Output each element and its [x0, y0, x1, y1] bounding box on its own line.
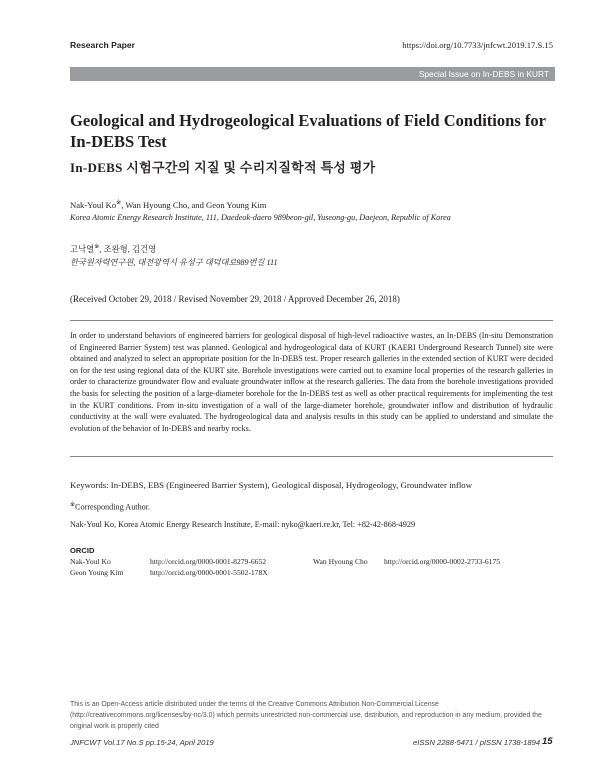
authors-english: [70, 199, 266, 210]
orcid-name: Geon Young Kim: [70, 568, 124, 577]
journal-citation: JNFCWT Vol.17 No.S pp.15-24, April 2019: [70, 738, 214, 747]
corresponding-mark: ※: [116, 200, 122, 206]
doi-link[interactable]: https://doi.org/10.7733/jnfcwt.2019.17.S.15: [402, 40, 553, 50]
article-type-label: Research Paper: [70, 40, 135, 50]
corresponding-mark-ko: ※: [94, 244, 100, 251]
orcid-link[interactable]: http://orcid.org/0000-0001-5502-178X: [150, 568, 268, 577]
corresponding-label-text: Corresponding Author.: [75, 502, 151, 512]
special-issue-banner: Special Issue on In-DEBS in KURT: [70, 67, 555, 81]
license-notice: This is an Open-Access article distributed under the terms of the Creative Commons Attribution Non-Commercial License (http://creativecommons.org/licenses/by-nc/3.0) which permits unrestricted non-commercial use, distribution, and reproduction in any medium, provided the original work is properly cited: [70, 701, 542, 730]
affiliation-english: Korea Atomic Energy Research Institute, 111, Daedeok-daero 989beon-gil, Yuseong-gu, Daejeon, Republic of Korea: [70, 213, 451, 222]
orcid-link[interactable]: http://orcid.org/0000-0001-8279-6652: [150, 557, 267, 566]
orcid-link[interactable]: http://orcid.org/0000-0002-2733-6175: [384, 557, 501, 566]
author-rest: , Wan Hyoung Cho, and Geon Young Kim: [121, 199, 267, 210]
author-rest-ko: , 조완형, 김건영: [99, 245, 157, 254]
corresponding-author-detail: Nak-Youl Ko, Korea Atomic Energy Research Institute, E-mail: nyko@kaeri.re.kr, Tel: +82-42-868-4929: [70, 520, 416, 529]
page-number: 15: [542, 736, 553, 747]
affiliation-korean: 한국원자력연구원, 대전광역시 유성구 대덕대로989번길 111: [70, 258, 278, 267]
orcid-name: Nak-Youl Ko: [70, 557, 111, 566]
title-english: Geological and Hydrogeological Evaluations of Field Conditions for In-DEBS Test: [70, 111, 546, 151]
orcid-heading: ORCID: [70, 546, 95, 555]
keywords: Keywords: In-DEBS, EBS (Engineered Barrier System), Geological disposal, Hydrogeology, Groundwater inflow: [70, 480, 473, 490]
received-dates: (Received October 29, 2018 / Revised November 29, 2018 / Approved December 26, 2018): [70, 294, 400, 304]
abstract-box: [70, 320, 553, 457]
authors-korean: [70, 243, 156, 255]
abstract-text: In order to understand behaviors of engineered barriers for geological disposal of high-level radioactive wastes, an In-DEBS (In-situ Demonstration of Engineered Barrier System) test was planned. Geological and hydrogeological data of KURT (KAERI Underground Research Tunnel) site were obtained and analyzed to select an appropriate position for the In-DEBS test. Proper research galleries in the extended section of KURT were decided on for the test using regional data of the KURT site. Borehole investigations were carried out to examine local properties of the research galleries in order to characterize groundwater flow and evaluate groundwater inflow at the research galleries. The data from the borehole investigations provided the basis for selecting the position of a large-diameter borehole for the In-DEBS test as well as other practical requirements for implementing the test in the KURT conditions. From in-situ investigation of a wall of the large-diameter borehole, groundwater inflow and distribution of hydraulic conductivity at the wall were evaluated. The hydrogeological data and analysis results in this study can be applied to understand and simulate the evolution of the behavior of In-DEBS and nearby rocks.: [70, 331, 553, 433]
orcid-name: Wan Hyoung Cho: [313, 557, 368, 566]
corresponding-author-label: [70, 501, 150, 512]
issn-info: eISSN 2288-5471 / pISSN 1738-1894: [413, 738, 541, 747]
author-first: Nak-Youl Ko: [70, 199, 117, 210]
author-first-ko: 고낙열: [70, 245, 95, 254]
title-korean: In-DEBS 시험구간의 지질 및 수리지질학적 특성 평가: [70, 160, 376, 175]
corresponding-symbol: ※: [70, 502, 76, 508]
